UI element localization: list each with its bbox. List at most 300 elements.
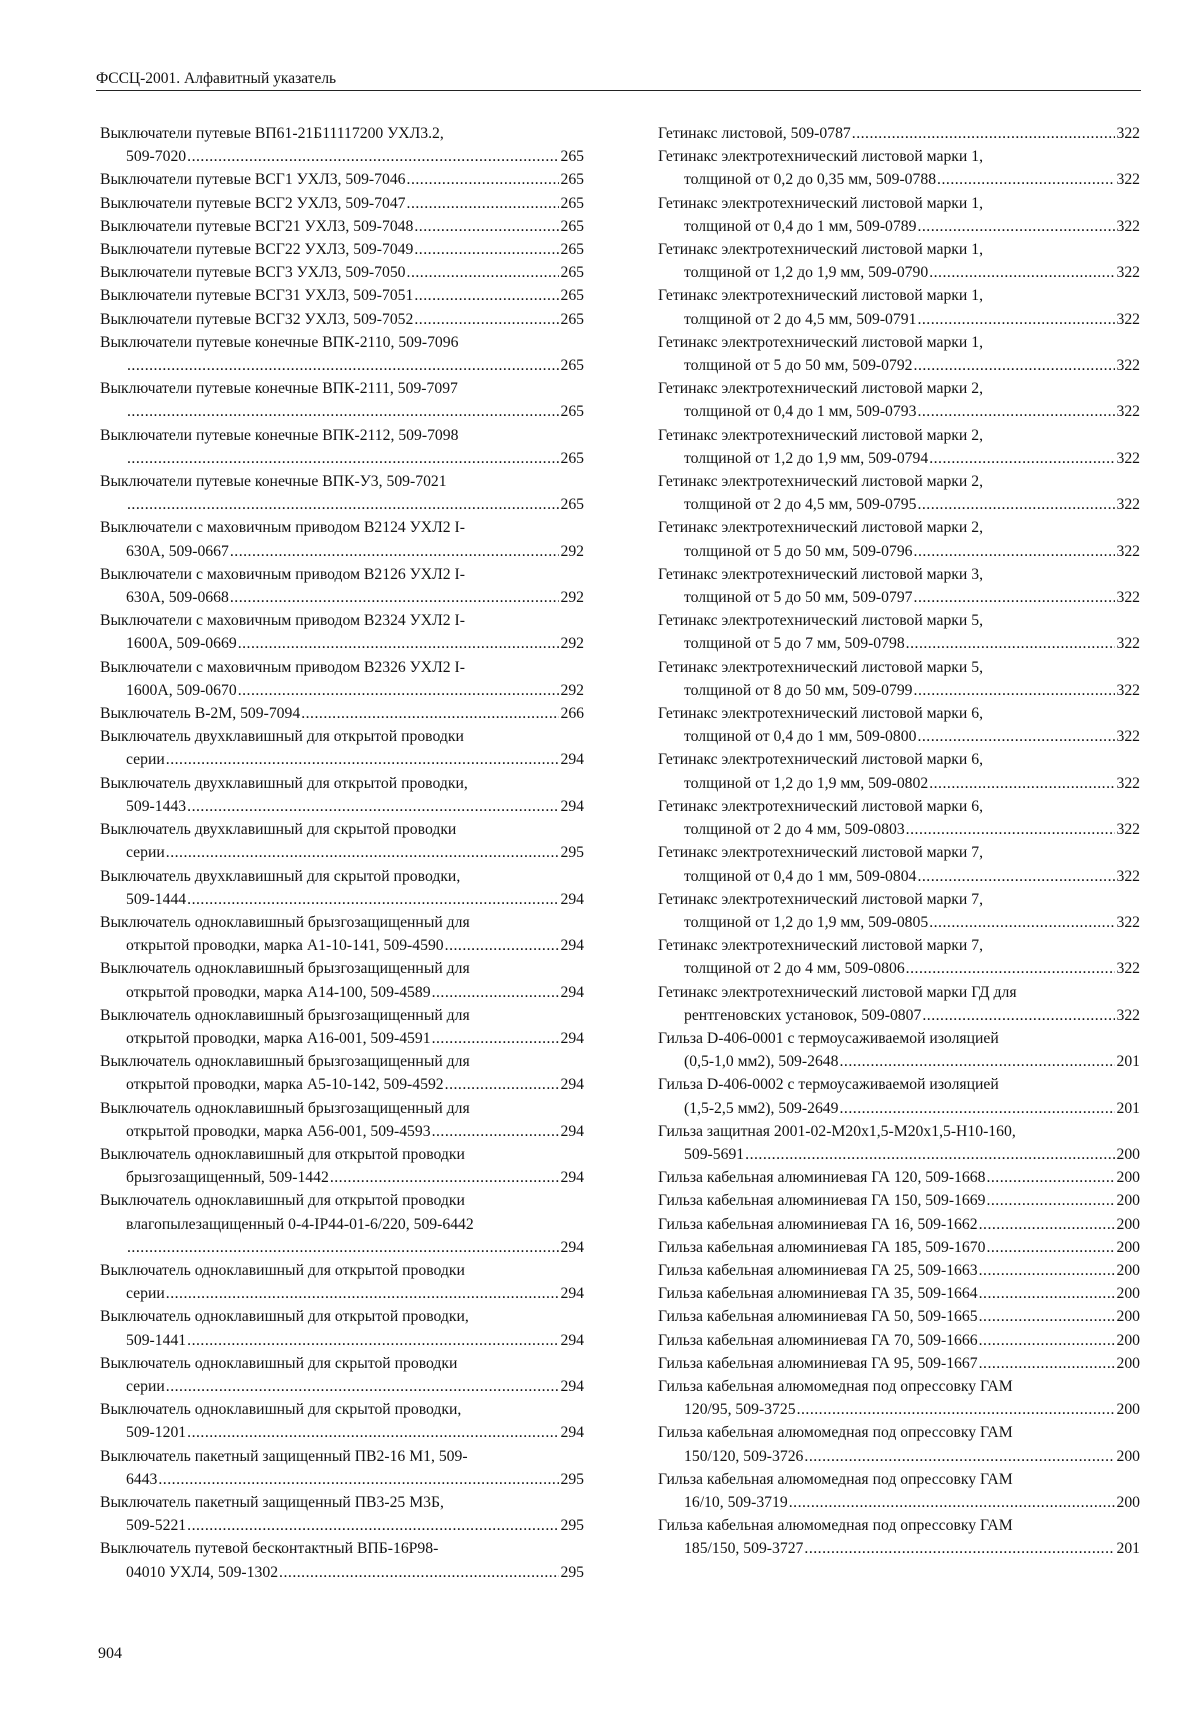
index-entry [658, 1166, 1140, 1189]
entry-leader-line [100, 1120, 584, 1143]
entry-page-number: 294 [560, 751, 584, 769]
entry-title: Гетинакс электротехнический листовой марки 2, [658, 519, 984, 537]
index-entry [658, 981, 1140, 1027]
index-entry [100, 1537, 584, 1583]
index-entry [100, 516, 584, 562]
dot-leader [166, 1282, 560, 1305]
entry-title: Выключатель одноклавишный брызгозащищенный для [100, 960, 470, 978]
entry-leader-line [658, 400, 1140, 423]
index-entry [100, 865, 584, 911]
entry-page-number: 200 [1116, 1354, 1140, 1372]
index-entry [658, 1213, 1140, 1236]
dot-leader [127, 447, 559, 470]
entry-leader-line [658, 1259, 1140, 1282]
entry-leader-line [658, 1004, 1140, 1027]
index-entry [100, 957, 584, 1003]
dot-leader [127, 400, 559, 423]
entry-leader-line [100, 400, 584, 423]
entry-page-number: 294 [560, 1424, 584, 1442]
entry-page-number: 200 [1116, 1285, 1140, 1303]
index-entry [658, 748, 1140, 794]
dot-leader [414, 308, 559, 331]
entry-title: Выключатели путевые ВСГ2 УХЛ3, 509-7047 [100, 194, 406, 212]
entry-page-number: 200 [1116, 1447, 1140, 1465]
entry-continuation: толщиной от 5 до 50 мм, 509-0797 [684, 589, 913, 607]
entry-page-number: 322 [1116, 542, 1140, 560]
entry-leader-line [100, 1282, 584, 1305]
index-entry [658, 841, 1140, 887]
entry-continuation: толщиной от 0,4 до 1 мм, 509-0800 [684, 728, 917, 746]
entry-title: Гетинакс электротехнический листовой марки 2, [658, 426, 984, 444]
entry-page-number: 292 [560, 542, 584, 560]
index-entry [100, 192, 584, 215]
entry-title: Гетинакс электротехнический листовой марки 1, [658, 194, 984, 212]
entry-page-number: 294 [560, 1029, 584, 1047]
entry-title: Гетинакс электротехнический листовой марки 6, [658, 705, 984, 723]
index-entry [100, 1398, 584, 1444]
entry-leader-line [658, 1236, 1140, 1259]
entry-leader-line [658, 586, 1140, 609]
index-entry [658, 1329, 1140, 1352]
index-entry [658, 1027, 1140, 1073]
dot-leader [917, 493, 1115, 516]
entry-title: Выключатель одноклавишный для открытой проводки [100, 1192, 465, 1210]
index-entry [658, 377, 1140, 423]
entry-continuation: влагопылезащищенный 0-4-IP44-01-6/220, 509-6442 [126, 1215, 474, 1233]
index-entry [100, 1189, 584, 1259]
entry-page-number: 265 [560, 496, 584, 514]
entry-page-number: 322 [1116, 728, 1140, 746]
entry-leader-line [100, 1166, 584, 1189]
index-entry [658, 795, 1140, 841]
dot-leader [914, 586, 1116, 609]
index-entry [658, 331, 1140, 377]
entry-page-number: 294 [560, 797, 584, 815]
index-entry [658, 122, 1140, 145]
entry-leader-line [100, 1468, 584, 1491]
entry-page-number: 322 [1116, 496, 1140, 514]
entry-title: Гетинакс электротехнический листовой марки 1, [658, 333, 984, 351]
entry-page-number: 322 [1116, 310, 1140, 328]
entry-leader-line [658, 308, 1140, 331]
index-entry [658, 1189, 1140, 1212]
entry-leader-line [658, 540, 1140, 563]
index-entry [658, 1282, 1140, 1305]
entry-title: Гетинакс электротехнический листовой марки 6, [658, 751, 984, 769]
entry-leader-line [658, 725, 1140, 748]
entry-leader-line [658, 447, 1140, 470]
dot-leader [187, 145, 559, 168]
entry-continuation: открытой проводки, марка А56-001, 509-4593 [126, 1122, 431, 1140]
entry-continuation: 6443 [126, 1470, 158, 1488]
index-entry [100, 284, 584, 307]
entry-page-number: 200 [1116, 1331, 1140, 1349]
index-entry [658, 563, 1140, 609]
entry-continuation: серии [126, 751, 165, 769]
entry-page-number: 265 [560, 357, 584, 375]
entry-page-number: 265 [560, 194, 584, 212]
entry-continuation: 509-7020 [126, 148, 187, 166]
entry-continuation: 185/150, 509-3727 [684, 1540, 804, 1558]
entry-page-number: 200 [1116, 1145, 1140, 1163]
index-entry [658, 284, 1140, 330]
entry-title: Гетинакс электротехнический листовой марки 7, [658, 890, 984, 908]
index-entry [100, 725, 584, 771]
entry-page-number: 322 [1116, 449, 1140, 467]
entry-continuation: толщиной от 8 до 50 мм, 509-0799 [684, 681, 913, 699]
entry-title: Выключатель двухклавишный для скрытой проводки, [100, 867, 461, 885]
entry-leader-line [658, 911, 1140, 934]
dot-leader [917, 308, 1115, 331]
entry-title: Выключатели с маховичным приводом В2324 УХЛ2 I- [100, 612, 465, 630]
dot-leader [166, 748, 560, 771]
index-entry [100, 1352, 584, 1398]
dot-leader [917, 400, 1115, 423]
entry-title: Выключатель одноклавишный брызгозащищенный для [100, 913, 470, 931]
index-entry [658, 424, 1140, 470]
entry-title: Гильза D-406-0001 с термоусаживаемой изоляцией [658, 1029, 999, 1047]
entry-leader-line [100, 1236, 584, 1259]
entry-title: Выключатели с маховичным приводом В2126 УХЛ2 I- [100, 565, 465, 583]
entry-leader-line [100, 586, 584, 609]
index-entry [100, 563, 584, 609]
entry-continuation: толщиной от 0,4 до 1 мм, 509-0804 [684, 867, 917, 885]
dot-leader [979, 1305, 1116, 1328]
dot-leader [986, 1166, 1115, 1189]
entry-continuation: толщиной от 5 до 50 мм, 509-0792 [684, 357, 913, 375]
dot-leader [187, 795, 559, 818]
index-entry [658, 470, 1140, 516]
entry-title: Гильза кабельная алюмомедная под опрессовку ГАМ [658, 1377, 1013, 1395]
entry-leader-line [100, 679, 584, 702]
entry-leader-line [658, 1050, 1140, 1073]
dot-leader [230, 586, 560, 609]
index-entry [658, 516, 1140, 562]
index-entry [100, 609, 584, 655]
entry-page-number: 322 [1116, 171, 1140, 189]
dot-leader [979, 1282, 1116, 1305]
dot-leader [986, 1189, 1115, 1212]
index-entry [100, 470, 584, 516]
dot-leader [929, 911, 1115, 934]
entry-title: Выключатель одноклавишный для скрытой проводки, [100, 1401, 462, 1419]
entry-title: Выключатель одноклавишный брызгозащищенный для [100, 1099, 470, 1117]
page-header: ФССЦ-2001. Алфавитный указатель [96, 70, 1141, 91]
entry-page-number: 294 [560, 1076, 584, 1094]
dot-leader [929, 772, 1115, 795]
entry-leader-line [100, 192, 584, 215]
entry-leader-line [658, 1329, 1140, 1352]
entry-leader-line [658, 1445, 1140, 1468]
dot-leader [986, 1236, 1115, 1259]
dot-leader [979, 1213, 1116, 1236]
entry-leader-line [658, 632, 1140, 655]
index-entry [658, 656, 1140, 702]
entry-leader-line [658, 1143, 1140, 1166]
index-entry [658, 1514, 1140, 1560]
entry-leader-line [100, 540, 584, 563]
dot-leader [914, 354, 1116, 377]
entry-title: Гетинакс электротехнический листовой марки ГД для [658, 983, 1017, 1001]
entry-continuation: серии [126, 1285, 165, 1303]
entry-page-number: 200 [1116, 1215, 1140, 1233]
index-entry [100, 656, 584, 702]
entry-page-number: 292 [560, 681, 584, 699]
index-entry [100, 1445, 584, 1491]
dot-leader [804, 1445, 1115, 1468]
dot-leader [158, 1468, 559, 1491]
entry-leader-line [100, 145, 584, 168]
entry-title: Гетинакс электротехнический листовой марки 5, [658, 612, 984, 630]
entry-leader-line [658, 818, 1140, 841]
entry-page-number: 294 [560, 937, 584, 955]
entry-continuation: открытой проводки, марка А5-10-142, 509-4592 [126, 1076, 444, 1094]
index-entry [658, 238, 1140, 284]
entry-continuation: 509-1441 [126, 1331, 187, 1349]
dot-leader [330, 1166, 560, 1189]
entry-page-number: 265 [560, 171, 584, 189]
entry-title: Выключатель одноклавишный брызгозащищенный для [100, 1006, 470, 1024]
entry-leader-line [100, 1375, 584, 1398]
entry-leader-line [100, 215, 584, 238]
entry-page-number: 265 [560, 403, 584, 421]
entry-title: Выключатели путевые конечные ВПК-2110, 509-7096 [100, 333, 459, 351]
entry-leader-line [100, 1073, 584, 1096]
entry-page-number: 322 [1116, 403, 1140, 421]
entry-title: Выключатели путевые ВП61-21Б11117200 УХЛ3.2, [100, 125, 444, 142]
index-entry [658, 1468, 1140, 1514]
entry-title: Гетинакс электротехнический листовой марки 1, [658, 241, 984, 259]
entry-page-number: 322 [1116, 867, 1140, 885]
entry-continuation: толщиной от 1,2 до 1,9 мм, 509-0794 [684, 449, 929, 467]
entry-title: Гетинакс листовой, 509-0787 [658, 125, 851, 142]
entry-leader-line [100, 308, 584, 331]
entry-leader-line [100, 354, 584, 377]
entry-title: Выключатель пакетный защищенный ПВ2-16 М1, 509- [100, 1447, 468, 1465]
entry-continuation: толщиной от 1,2 до 1,9 мм, 509-0790 [684, 264, 929, 282]
entry-title: Гетинакс электротехнический листовой марки 5, [658, 658, 984, 676]
entry-leader-line [658, 261, 1140, 284]
entry-leader-line [100, 1514, 584, 1537]
index-entry [100, 772, 584, 818]
dot-leader [840, 1097, 1116, 1120]
index-entry [100, 308, 584, 331]
index-entry [658, 1259, 1140, 1282]
entry-page-number: 295 [560, 1470, 584, 1488]
dot-leader [238, 679, 560, 702]
entry-page-number: 322 [1116, 774, 1140, 792]
dot-leader [840, 1050, 1116, 1073]
entry-page-number: 294 [560, 890, 584, 908]
dot-leader [979, 1352, 1116, 1375]
entry-title: Гильза кабельная алюминиевая ГА 95, 509-1667 [658, 1354, 978, 1372]
entry-title: Гильза кабельная алюминиевая ГА 185, 509-1670 [658, 1238, 986, 1256]
entry-page-number: 200 [1116, 1308, 1140, 1326]
entry-leader-line [658, 1398, 1140, 1421]
entry-page-number: 200 [1116, 1192, 1140, 1210]
entry-page-number: 201 [1116, 1053, 1140, 1071]
dot-leader [914, 540, 1116, 563]
entry-continuation: 1600А, 509-0670 [126, 681, 237, 699]
entry-title: Выключатели путевые конечные ВПК-2112, 509-7098 [100, 426, 459, 444]
entry-leader-line [658, 1097, 1140, 1120]
entry-leader-line [658, 168, 1140, 191]
index-entry [658, 609, 1140, 655]
dot-leader [187, 1329, 559, 1352]
entry-title: Гильза кабельная алюмомедная под опрессовку ГАМ [658, 1517, 1013, 1535]
entry-continuation: толщиной от 2 до 4,5 мм, 509-0795 [684, 496, 917, 514]
index-entry [100, 1143, 584, 1189]
index-entry [100, 1305, 584, 1351]
entry-leader-line [658, 1189, 1140, 1212]
entry-leader-line [100, 841, 584, 864]
entry-leader-line [100, 238, 584, 261]
entry-continuation: открытой проводки, марка А16-001, 509-4591 [126, 1029, 431, 1047]
entry-leader-line [100, 632, 584, 655]
entry-page-number: 292 [560, 635, 584, 653]
entry-title: Выключатель путевой бесконтактный ВПБ-16Р98- [100, 1540, 439, 1558]
entry-title: Гильза кабельная алюминиевая ГА 120, 509-1668 [658, 1169, 986, 1187]
entry-title: Гильза кабельная алюминиевая ГА 35, 509-1664 [658, 1285, 978, 1303]
entry-leader-line [658, 215, 1140, 238]
dot-leader [917, 725, 1115, 748]
entry-page-number: 200 [1116, 1238, 1140, 1256]
dot-leader [432, 1120, 560, 1143]
entry-page-number: 295 [560, 1517, 584, 1535]
dot-leader [187, 888, 559, 911]
entry-title: Гильза защитная 2001-02-М20х1,5-М20х1,5-Н10-160, [658, 1122, 1016, 1140]
entry-title: Гильза кабельная алюмомедная под опрессовку ГАМ [658, 1470, 1013, 1488]
dot-leader [906, 818, 1116, 841]
entry-title: Гильза кабельная алюминиевая ГА 70, 509-1666 [658, 1331, 978, 1349]
entry-title: Выключатель одноклавишный брызгозащищенный для [100, 1053, 470, 1071]
entry-page-number: 322 [1116, 589, 1140, 607]
entry-leader-line [100, 1561, 584, 1584]
index-entry [100, 702, 584, 725]
entry-continuation: брызгозащищенный, 509-1442 [126, 1169, 329, 1187]
dot-leader [187, 1421, 559, 1444]
dot-leader [127, 354, 559, 377]
dot-leader [445, 1073, 560, 1096]
entry-continuation: открытой проводки, марка А1-10-141, 509-4590 [126, 937, 444, 955]
dot-leader [979, 1259, 1116, 1282]
entry-page-number: 294 [560, 1122, 584, 1140]
index-entry [658, 192, 1140, 238]
entry-continuation: 509-1201 [126, 1424, 187, 1442]
entry-page-number: 322 [1116, 217, 1140, 235]
entry-page-number: 294 [560, 1169, 584, 1187]
entry-leader-line [100, 493, 584, 516]
entry-leader-line [658, 865, 1140, 888]
entry-page-number: 322 [1116, 264, 1140, 282]
entry-page-number: 265 [560, 241, 584, 259]
entry-page-number: 265 [560, 310, 584, 328]
index-entry [100, 818, 584, 864]
index-entry [658, 702, 1140, 748]
entry-title: Выключатель двухклавишный для скрытой проводки [100, 821, 457, 839]
entry-page-number: 322 [1116, 681, 1140, 699]
entry-page-number: 265 [560, 449, 584, 467]
index-entry [658, 934, 1140, 980]
entry-title: Гетинакс электротехнический листовой марки 1, [658, 148, 984, 166]
entry-title: Гетинакс электротехнический листовой марки 2, [658, 473, 984, 491]
entry-page-number: 294 [560, 1331, 584, 1349]
entry-continuation: 509-5221 [126, 1517, 187, 1535]
index-entry [100, 261, 584, 284]
dot-leader [906, 957, 1116, 980]
entry-page-number: 265 [560, 264, 584, 282]
entry-page-number: 266 [560, 705, 584, 723]
entry-title: Выключатели с маховичным приводом В2326 УХЛ2 I- [100, 658, 465, 676]
dot-leader [929, 261, 1115, 284]
index-entry [100, 424, 584, 470]
entry-page-number: 294 [560, 1285, 584, 1303]
entry-title: Выключатели путевые конечные ВПК-2111, 509-7097 [100, 380, 458, 398]
entry-continuation: 120/95, 509-3725 [684, 1401, 796, 1419]
entry-page-number: 200 [1116, 1169, 1140, 1187]
dot-leader [797, 1398, 1116, 1421]
entry-continuation: 150/120, 509-3726 [684, 1447, 804, 1465]
index-entry [658, 1236, 1140, 1259]
index-entry [100, 377, 584, 423]
entry-leader-line [658, 1537, 1140, 1560]
entry-continuation: 630А, 509-0668 [126, 589, 229, 607]
entry-title: Гильза кабельная алюминиевая ГА 16, 509-1662 [658, 1215, 978, 1233]
dot-leader [432, 981, 560, 1004]
entry-title: Гильза кабельная алюмомедная под опрессовку ГАМ [658, 1424, 1013, 1442]
entry-leader-line [658, 1166, 1140, 1189]
index-entry [100, 1004, 584, 1050]
dot-leader [127, 1236, 559, 1259]
index-entry [658, 888, 1140, 934]
entry-continuation: (0,5-1,0 мм2), 509-2648 [684, 1053, 839, 1071]
index-entry [658, 1375, 1140, 1421]
entry-page-number: 200 [1116, 1261, 1140, 1279]
dot-leader [917, 865, 1115, 888]
index-column-right [658, 122, 1140, 1561]
entry-continuation: рентгеновских установок, 509-0807 [684, 1006, 922, 1024]
entry-leader-line [658, 354, 1140, 377]
entry-leader-line [658, 1282, 1140, 1305]
entry-title: Выключатель одноклавишный для скрытой проводки [100, 1354, 458, 1372]
entry-continuation: 509-1443 [126, 797, 187, 815]
index-entry [100, 331, 584, 377]
dot-leader [127, 493, 559, 516]
entry-leader-line [100, 795, 584, 818]
entry-leader-line [100, 261, 584, 284]
entry-leader-line [100, 934, 584, 957]
entry-leader-line [100, 888, 584, 911]
entry-title: Выключатели путевые ВСГ3 УХЛ3, 509-7050 [100, 264, 406, 282]
dot-leader [432, 1027, 560, 1050]
entry-leader-line [658, 122, 1140, 145]
entry-title: Гильза кабельная алюминиевая ГА 50, 509-1665 [658, 1308, 978, 1326]
entry-page-number: 265 [560, 217, 584, 235]
entry-continuation: толщиной от 0,4 до 1 мм, 509-0793 [684, 403, 917, 421]
dot-leader [187, 1514, 559, 1537]
entry-leader-line [658, 1491, 1140, 1514]
index-entry [658, 1421, 1140, 1467]
entry-leader-line [100, 284, 584, 307]
entry-continuation: серии [126, 1377, 165, 1395]
entry-title: Гетинакс электротехнический листовой марки 6, [658, 797, 984, 815]
entry-leader-line [100, 1329, 584, 1352]
entry-title: Выключатель одноклавишный для открытой проводки [100, 1261, 465, 1279]
index-entry [100, 911, 584, 957]
dot-leader [230, 540, 560, 563]
entry-title: Выключатели путевые ВСГ32 УХЛ3, 509-7052 [100, 310, 414, 328]
dot-leader [414, 284, 559, 307]
